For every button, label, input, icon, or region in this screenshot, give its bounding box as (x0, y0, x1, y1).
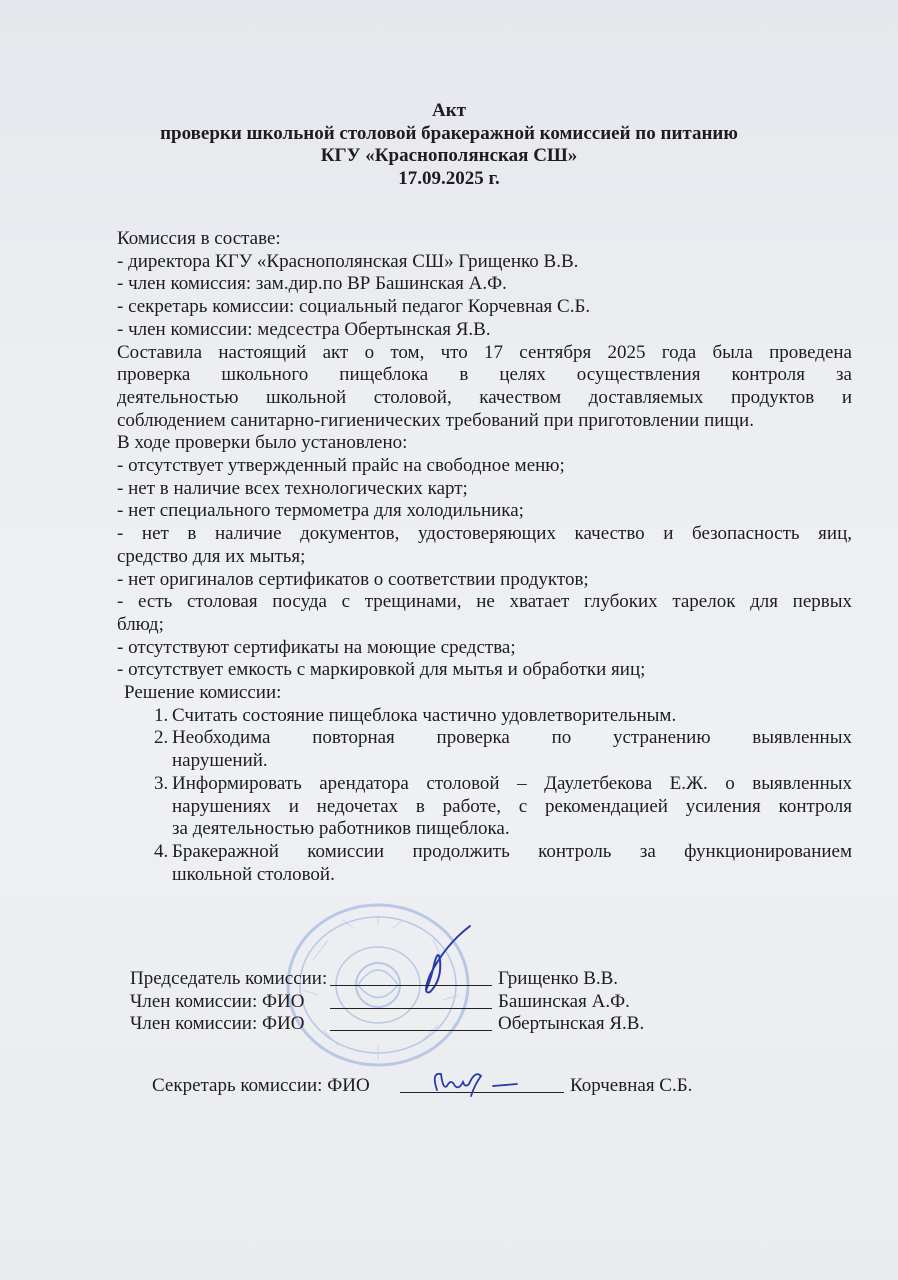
signature-name: Обертынская Я.В. (498, 1013, 645, 1034)
finding-item (117, 523, 852, 568)
decision-line: Информировать арендатора столовой – Даулетбекова Е.Ж. о выявленных (172, 772, 852, 794)
decision-line: Необходима повторная проверка по устранению выявленных (172, 727, 852, 749)
signature-label: Председатель комиссии: (130, 968, 328, 989)
decision-number: 3. (154, 772, 169, 794)
commission-member: - секретарь комиссии: социальный педагог Корчевная С.Б. (117, 296, 591, 318)
decision-line: Считать состояние пищеблока частично удовлетворительным. (172, 704, 677, 726)
decision-item (117, 705, 852, 728)
decision-line: нарушений. (172, 750, 268, 772)
finding-item: - отсутствует емкость с маркировкой для мытья и обработки яиц; (117, 659, 646, 681)
finding-item: - нет в наличие всех технологических карт; (117, 477, 468, 499)
decision-line: Бракеражной комиссии продолжить контроль за функционированием (172, 840, 852, 862)
signature-label: Член комиссии: ФИО (130, 990, 305, 1012)
decision-line: нарушениях и недочетах в работе, с рекомендацией усиления контроля (172, 795, 852, 817)
findings-list (117, 455, 852, 682)
commission-member: - член комиссия: зам.дир.по ВР Башинская А.Ф. (117, 273, 507, 295)
decision-number: 2. (154, 727, 169, 749)
organization-name: КГУ «Краснополянская СШ» (320, 145, 578, 166)
commission-intro: Комиссия в составе: (117, 228, 281, 249)
document-subtitle: проверки школьной столовой бракеражной комиссией по питанию (160, 122, 738, 144)
signature-label: Секретарь комиссии: ФИО (152, 1075, 370, 1096)
decision-list (117, 705, 852, 887)
signature-name: Грищенко В.В. (498, 968, 619, 989)
signature-name: Корчевная С.Б. (570, 1075, 693, 1096)
decision-number: 4. (154, 840, 169, 862)
signature-line (330, 1030, 492, 1031)
finding-item-line: - нет в наличие документов, удостоверяющих качество и безопасность яиц, (117, 523, 852, 545)
findings-intro: В ходе проверки было установлено: (117, 432, 408, 454)
commission-member: - член комиссии: медсестра Обертынская Я.В. (117, 318, 491, 340)
signature-label: Член комиссии: ФИО (130, 1013, 305, 1034)
finding-item-line: - есть столовая посуда с трещинами, не хватает глубоких тарелок для первых (117, 591, 852, 613)
statement-line: Составила настоящий акт о том, что 17 сентября 2025 года была проведена (117, 341, 852, 363)
finding-item-line: средство для их мытья; (117, 545, 306, 567)
decision-number: 1. (154, 704, 169, 726)
commission-members (117, 251, 852, 342)
commission-member: - директора КГУ «Краснополянская СШ» Грищенко В.В. (117, 250, 579, 272)
finding-item-line: блюд; (117, 613, 164, 635)
decision-item (117, 727, 852, 772)
decision-line: школьной столовой. (172, 863, 335, 885)
signature-name: Башинская А.Ф. (498, 990, 630, 1012)
document-body (117, 228, 852, 886)
secretary-signature-icon (425, 1062, 525, 1102)
finding-item: - нет оригиналов сертификатов о соответствии продуктов; (117, 568, 589, 590)
decision-item (117, 773, 852, 841)
document-header (0, 100, 898, 190)
signature-line (330, 985, 492, 986)
document-date: 17.09.2025 г. (398, 167, 500, 189)
finding-item: - отсутствуют сертификаты на моющие средства; (117, 636, 516, 658)
statement-line: проверка школьного пищеблока в целях осуществления контроля за (117, 364, 852, 386)
decision-title: Решение комиссии: (124, 682, 282, 704)
statement-line: соблюдением санитарно-гигиенических требований при приготовлении пищи. (117, 409, 754, 431)
decision-item (117, 841, 852, 886)
chairman-signature-icon (400, 920, 480, 1000)
decision-line: за деятельностью работников пищеблока. (172, 818, 510, 840)
secretary-signature-row (152, 1075, 693, 1097)
statement-paragraph (117, 342, 852, 433)
document-title: Акт (431, 100, 466, 121)
finding-item: - отсутствует утвержденный прайс на свободное меню; (117, 455, 565, 477)
statement-line: деятельностью школьной столовой, качеством доставляемых продуктов и (117, 386, 852, 408)
finding-item: - нет специального термометра для холодильника; (117, 500, 524, 522)
signature-line (330, 1008, 492, 1009)
finding-item (117, 591, 852, 636)
